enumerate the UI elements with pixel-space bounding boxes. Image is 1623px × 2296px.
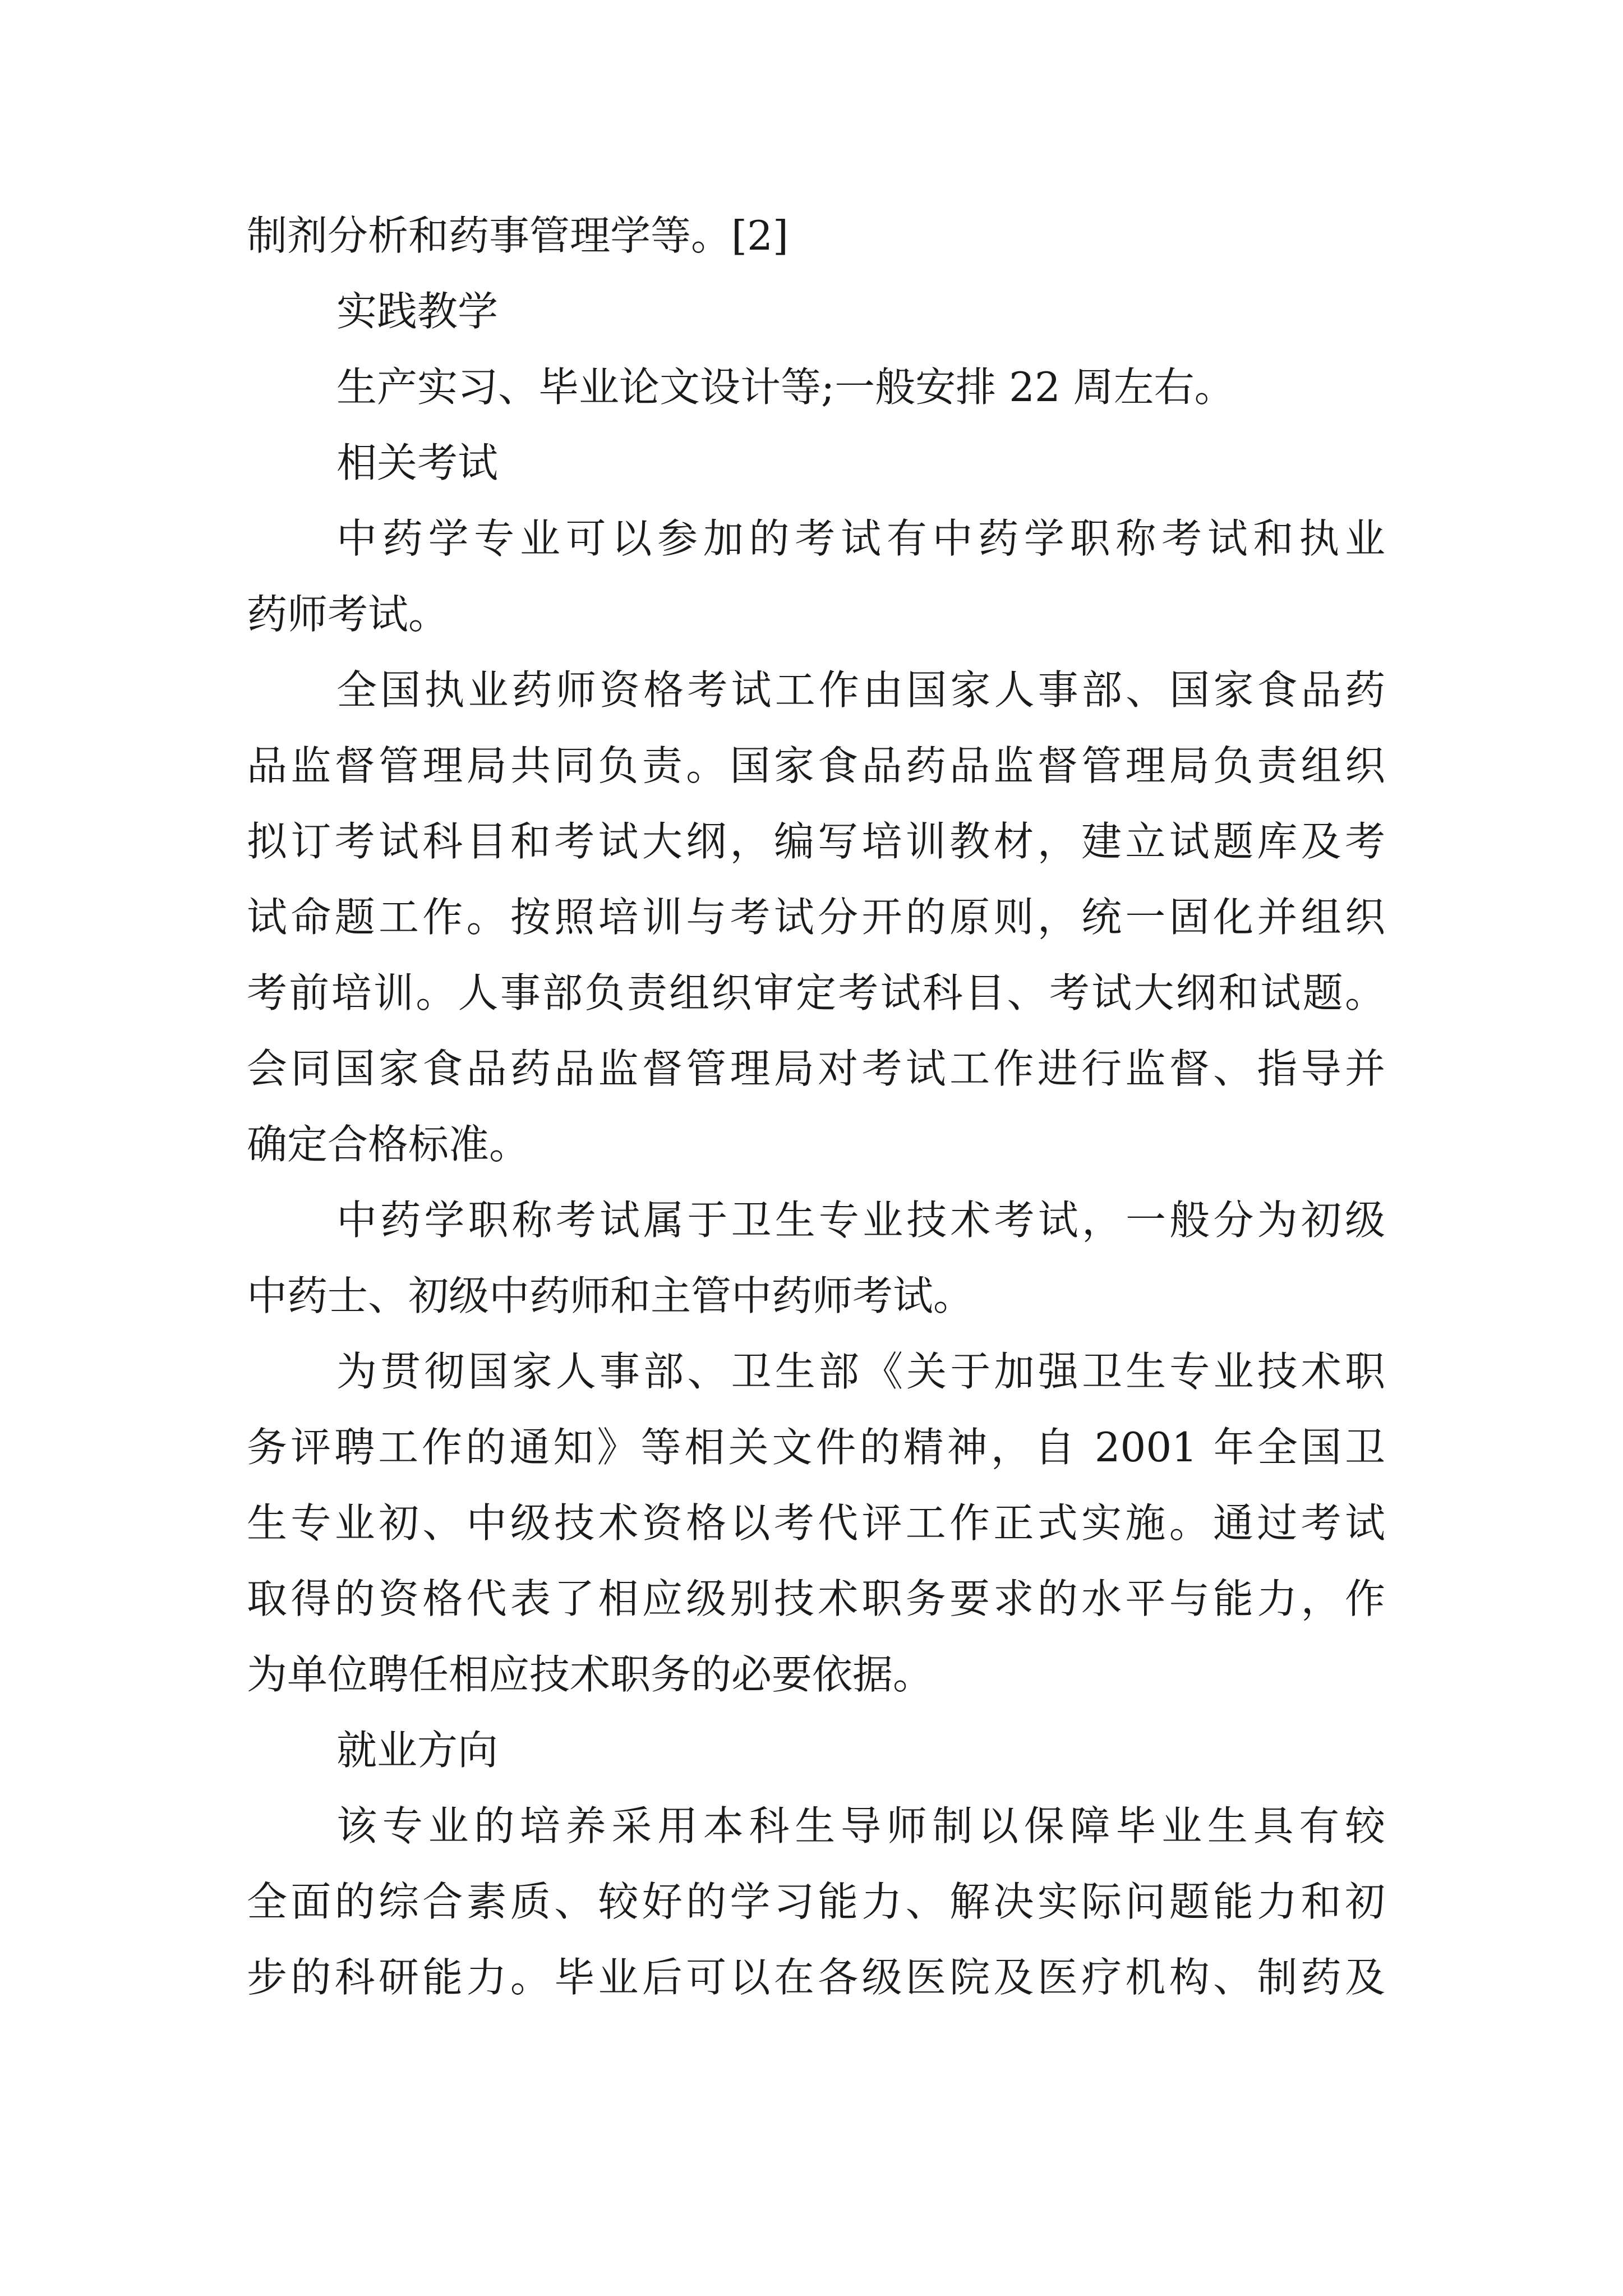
text-line: 中药学职称考试属于卫生专业技术考试，一般分为初级 [336,1197,1385,1244]
text-line: 确定合格标准。 [247,1121,530,1168]
text-line: 中药学专业可以参加的考试有中药学职称考试和执业 [336,515,1385,562]
text-line: 为贯彻国家人事部、卫生部《关于加强卫生专业技术职 [336,1348,1385,1395]
text-line: 务评聘工作的通知》等相关文件的精神，自 2001 年全国卫 [247,1424,1385,1471]
text-line: 药师考试。 [247,591,449,638]
text-line: 会同国家食品药品监督管理局对考试工作进行监督、指导并 [247,1045,1385,1092]
text-line: 取得的资格代表了相应级别技术职务要求的水平与能力，作 [247,1575,1385,1622]
text-line: 拟订考试科目和考试大纲，编写培训教材，建立试题库及考 [247,818,1385,865]
text-line: 试命题工作。按照培训与考试分开的原则，统一固化并组织 [247,894,1385,941]
text-line: 中药士、初级中药师和主管中药师考试。 [247,1272,974,1319]
text-line: 生专业初、中级技术资格以考代评工作正式实施。通过考试 [247,1499,1385,1547]
text-line: 品监督管理局共同负责。国家食品药品监督管理局负责组织 [247,742,1385,789]
section-heading: 相关考试 [336,439,499,486]
text-line: 生产实习、毕业论文设计等;一般安排 22 周左右。 [336,364,1235,411]
text-line: 该专业的培养采用本科生导师制以保障毕业生具有较 [336,1802,1385,1849]
text-line: 全面的综合素质、较好的学习能力、解决实际问题能力和初 [247,1878,1385,1925]
text-line: 考前培训。人事部负责组织审定考试科目、考试大纲和试题。 [247,969,1385,1016]
section-heading: 就业方向 [336,1727,499,1774]
text-line: 制剂分析和药事管理学等。[2] [247,212,789,259]
text-line: 为单位聘任相应技术职务的必要依据。 [247,1651,934,1698]
section-heading: 实践教学 [336,288,499,335]
text-line: 全国执业药师资格考试工作由国家人事部、国家食品药 [336,666,1385,714]
text-line: 步的科研能力。毕业后可以在各级医院及医疗机构、制药及 [247,1954,1385,2001]
